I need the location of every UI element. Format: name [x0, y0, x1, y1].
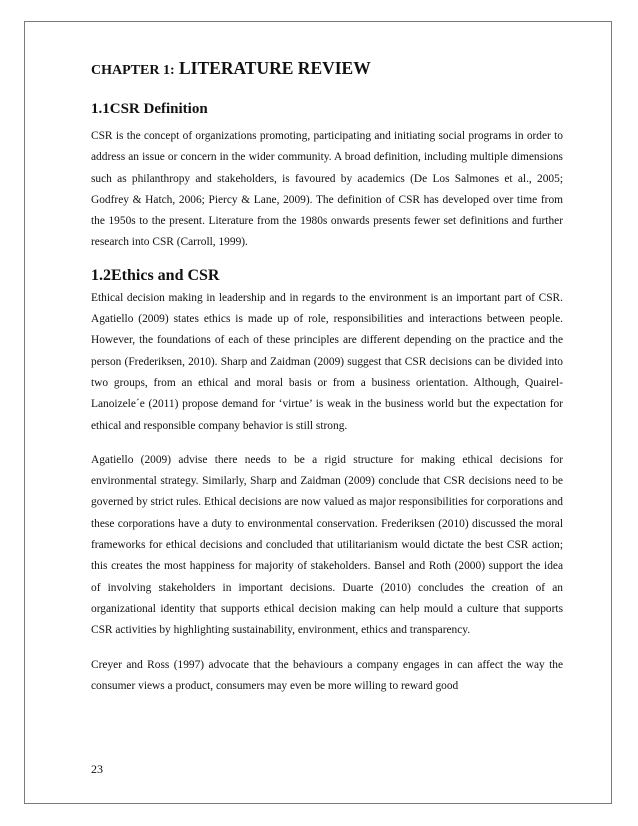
paragraph-csr-definition: CSR is the concept of organizations promoting, participating and initiating social programs in order to address an issue or concern in the wider community. A broad definition, including multiple dimensions such as philanthropy and stakeholders, is favoured by academics (De Los Salmones et al., 2005; Godfrey & Hatch, 2006; Piercy & Lane, 2009). The definition of CSR has developed over time from the 1950s to the present. Literature from the 1980s onwards presents fewer set definitions and further research into CSR (Carroll, 1999).: [91, 130, 563, 249]
paragraph-ethics-1: Ethical decision making in leadership and in regards to the environment is an important part of CSR. Agatiello (2009) states ethics is made up of role, responsibilities and interactions between people. However, the foundations of each of these principles are different depending on the practice and the person (Frederiksen, 2010). Sharp and Zaidman (2009) suggest that CSR decisions can be divided into two groups, from an ethical and moral basis or from a business orientation. Although, Quairel-Lanoizele´e (2011) propose demand for ‘virtue’ is weak in the business world but the expectation for ethical and responsible company behavior is still strong.: [91, 291, 563, 432]
chapter-title: [91, 55, 563, 84]
section-heading-csr-definition: 1.1CSR Definition: [91, 101, 208, 117]
section-heading-ethics-csr: 1.2Ethics and CSR: [91, 266, 220, 284]
chapter-name: LITERATURE REVIEW: [179, 58, 371, 78]
paragraph-ethics-2: Agatiello (2009) advise there needs to be a rigid structure for making ethical decisions for environmental strategy. Similarly, Sharp and Zaidman (2009) conclude that CSR decisions need to be governed by strict rules. Ethical decisions are now valued as major responsibilities for corporations and these corporations have a duty to environmental conservation. Frederiksen (2010) discussed the moral frameworks for ethical decisions and concluded that utilitarianism would dictate the best CSR action; this creates the most happiness for majority of stakeholders. Bansel and Roth (2000) support the idea of involving stakeholders in important decisions. Duarte (2010) concludes the creation of an organizational identity that supports ethical decision making can help mould a culture that supports CSR activities by highlighting sustainability, environment, ethics and transparency.: [91, 453, 563, 637]
paragraph-ethics-3: Creyer and Ross (1997) advocate that the behaviours a company engages in can affect the way the consumer views a product, consumers may even be more willing to reward good: [91, 658, 563, 692]
chapter-label: CHAPTER 1:: [91, 63, 175, 78]
page-number: 23: [91, 762, 103, 776]
document-body: [91, 55, 563, 697]
